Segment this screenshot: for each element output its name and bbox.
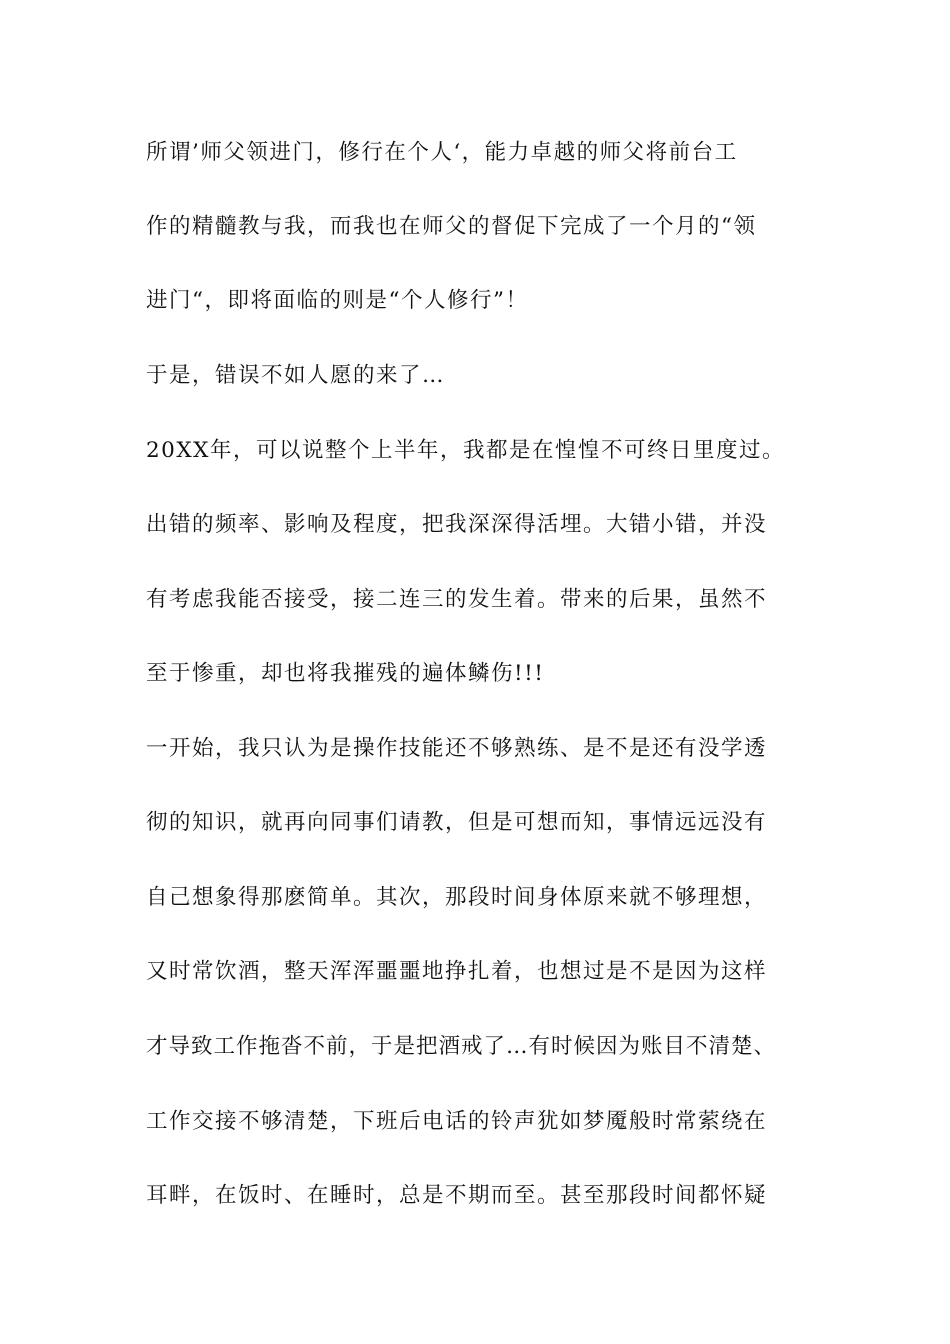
text-line-10: 彻的知识，就再向同事们请教，但是可想而知，事情远远没有	[146, 810, 768, 835]
text-line-4: 于是，错误不如人愿的来了…	[146, 363, 446, 388]
text-line-11: 自己想象得那麽简单。其次，那段时间身体原来就不够理想，	[146, 885, 768, 910]
text-line-3: 进门“，即将面临的则是“个人修行”！	[146, 288, 529, 313]
text-line-13: 才导致工作拖沓不前，于是把酒戒了…有时候因为账目不清楚、	[146, 1034, 777, 1059]
text-line-5: 20XX年，可以说整个上半年，我都是在惶惶不可终日里度过。	[146, 438, 785, 463]
text-line-9: 一开始，我只认为是操作技能还不够熟练、是不是还有没学透	[146, 736, 768, 761]
text-line-6: 出错的频率、影响及程度，把我深深得活埋。大错小错，并没	[146, 512, 768, 537]
text-line-12: 又时常饮酒，整天浑浑噩噩地挣扎着，也想过是不是因为这样	[146, 959, 768, 984]
text-line-8: 至于惨重，却也将我摧残的遍体鳞伤!!!	[146, 661, 545, 686]
text-line-15: 耳畔，在饭时、在睡时，总是不期而至。甚至那段时间都怀疑	[146, 1183, 768, 1208]
text-line-2: 作的精髓教与我，而我也在师父的督促下完成了一个月的“领	[146, 214, 757, 239]
text-line-14: 工作交接不够清楚，下班后电话的铃声犹如梦魇般时常萦绕在	[146, 1109, 768, 1134]
text-line-7: 有考虑我能否接受，接二连三的发生着。带来的后果，虽然不	[146, 587, 768, 612]
text-line-1: 所谓’师父领进门，修行在个人‘，能力卓越的师父将前台工	[146, 140, 738, 165]
